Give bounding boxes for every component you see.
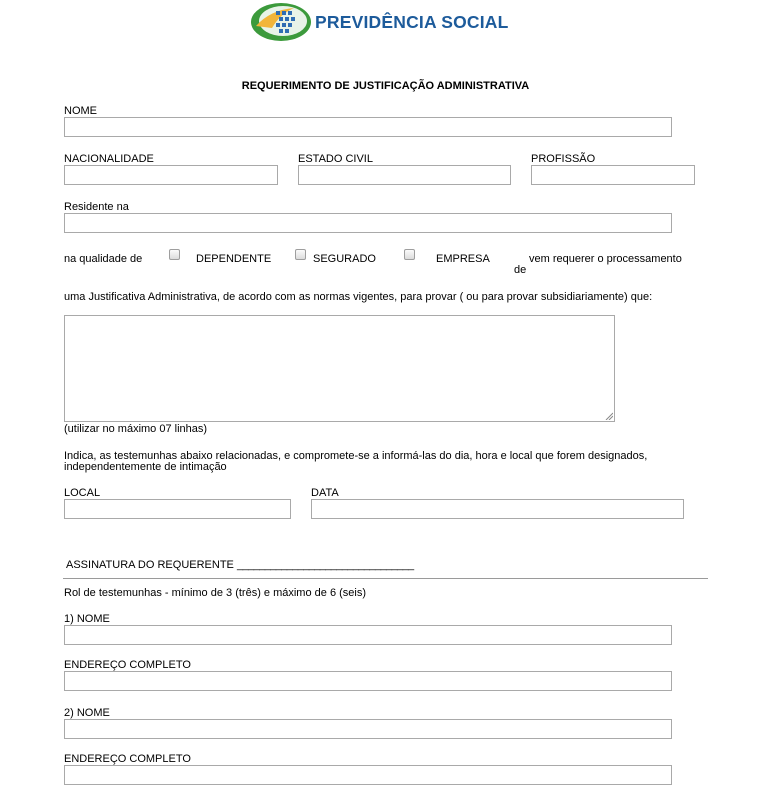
justificativa-text: uma Justificativa Administrativa, de acordo com as normas vigentes, para provar ( ou para provar subsidiariamente) que: <box>64 291 653 303</box>
request-text: vem requerer o processamento <box>529 253 682 265</box>
empresa-checkbox[interactable] <box>404 249 415 260</box>
empresa-label: EMPRESA <box>436 253 490 265</box>
nacionalidade-input[interactable] <box>64 165 278 185</box>
local-label: LOCAL <box>64 487 101 499</box>
dependente-label: DEPENDENTE <box>196 253 272 265</box>
residente-label: Residente na <box>64 201 129 213</box>
textarea-hint: (utilizar no máximo 07 linhas) <box>64 423 208 435</box>
data-label: DATA <box>311 487 339 499</box>
rol-text: Rol de testemunhas - mínimo de 3 (três) e máximo de 6 (seis) <box>64 587 367 599</box>
witness1-nome-input[interactable] <box>64 625 672 645</box>
nome-input[interactable] <box>64 117 672 137</box>
assinatura-label: ASSINATURA DO REQUERENTE <box>66 559 234 571</box>
witness1-endereco-input[interactable] <box>64 671 672 691</box>
estado-civil-input[interactable] <box>298 165 511 185</box>
estado-civil-label: ESTADO CIVIL <box>298 153 373 165</box>
segurado-label: SEGURADO <box>313 253 376 265</box>
qualidade-label: na qualidade de <box>64 253 143 265</box>
witness1-nome-label: 1) NOME <box>64 613 110 625</box>
form-title: REQUERIMENTO DE JUSTIFICAÇÃO ADMINISTRATIVA <box>241 80 530 92</box>
witness1-endereco-label: ENDEREÇO COMPLETO <box>64 659 191 671</box>
dependente-checkbox[interactable] <box>169 249 180 260</box>
resize-grip-icon[interactable] <box>605 412 613 420</box>
witness2-nome-input[interactable] <box>64 719 672 739</box>
segurado-checkbox[interactable] <box>295 249 306 260</box>
de-text: de <box>514 264 527 276</box>
indica-line2: independentemente de intimação <box>64 461 227 473</box>
witness2-endereco-input[interactable] <box>64 765 672 785</box>
witness2-nome-label: 2) NOME <box>64 707 110 719</box>
local-input[interactable] <box>64 499 291 519</box>
indica-line1: Indica, as testemunhas abaixo relacionadas, e compromete-se a informá-las do dia, hora e local que forem designados, <box>64 450 648 462</box>
divider <box>63 578 708 579</box>
brand-name: PREVIDÊNCIA SOCIAL <box>315 12 509 32</box>
witness2-endereco-label: ENDEREÇO COMPLETO <box>64 753 191 765</box>
justificativa-textarea[interactable] <box>64 315 615 422</box>
profissao-input[interactable] <box>531 165 695 185</box>
data-input[interactable] <box>311 499 684 519</box>
residente-input[interactable] <box>64 213 672 233</box>
nacionalidade-label: NACIONALIDADE <box>64 153 154 165</box>
nome-label: NOME <box>64 105 97 117</box>
profissao-label: PROFISSÃO <box>531 153 596 165</box>
assinatura-line: ________________________________ <box>237 559 414 571</box>
previdencia-logo-icon <box>250 2 312 42</box>
